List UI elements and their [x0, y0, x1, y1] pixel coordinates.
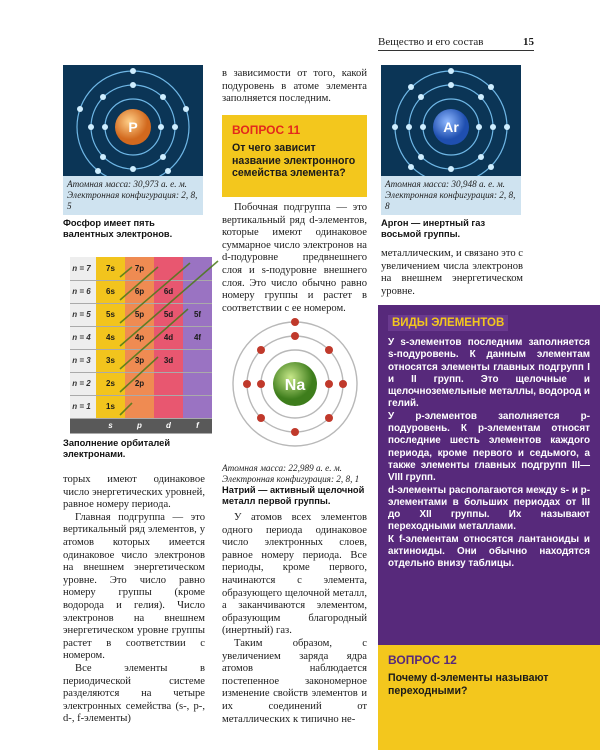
orbital-cell: 6s [96, 280, 125, 303]
phosphorus-caption: Фосфор имеет пять валентных электронов. [63, 218, 173, 240]
argon-mass: Атомная масса: 30,948 а. е. м. [385, 179, 505, 189]
phosphorus-mass: Атомная масса: 30,973 а. е. м. [67, 179, 187, 189]
element-kinds-title: ВИДЫ ЭЛЕМЕНТОВ [388, 315, 508, 331]
orbital-cell: 5s [96, 303, 125, 326]
orbital-cell: 5d [154, 303, 183, 326]
orbital-filling-diagram [70, 257, 212, 434]
col2-paragraph-3: Таким образом, с увеличением заряда ядра атомов наблюдается постепенное закономерное изменение свойств элементов и их соединений от металлических к типично не- [222, 637, 367, 725]
filling-order-arrows [110, 257, 230, 422]
sodium-caption-block [222, 463, 367, 508]
orbital-cell: 5p [125, 303, 154, 326]
orbital-cell: 3p [125, 349, 154, 372]
orbital-cell: 3s [96, 349, 125, 372]
column-2-text [222, 512, 367, 726]
running-header [378, 36, 534, 51]
p-elements-paragraph: У p-элементов заполняется p-подуровень. К p-элементам относят последние шесть элементов каждого периода, кроме первого и седьмого, а также элементы главных подгрупп III—VIII групп. [388, 410, 590, 484]
orbital-cell: 3d [154, 349, 183, 372]
orbital-cell: 5f [183, 303, 212, 326]
col1-paragraph-2: Главная подгруппа — это вертикальный ряд элементов, у атомов которых имеется одинаковое число электронов на внешнем энергетическом уровне. Это число равно номеру группы (кроме водорода и гелия). Число электронов на внешнем энергетическом уровне группы растет в соответствии с номером. [63, 511, 205, 662]
element-kinds-box [378, 305, 600, 645]
period-label: n = 5 [70, 303, 96, 326]
orbital-cell: 2p [125, 372, 154, 395]
sodium-config: Электронная конфигурация: 2, 8, 1 [222, 474, 360, 484]
orbital-cell: 2s [96, 372, 125, 395]
s-elements-paragraph: У s-элементов последним заполняется s-подуровень. К данным элементам относятся элементы главных подгрупп I и II групп. Это щелочные и щелочноземельные металлы, водород и гелий. [388, 337, 590, 410]
col2-top-text: в зависимости от того, какой подуровень в атоме элемента заполняется последним. [222, 68, 367, 105]
phosphorus-atom-figure [63, 65, 203, 215]
orbital-cell: 6p [125, 280, 154, 303]
col1-paragraph-3: Все элементы в периодической системе разделяются на четыре электронных семейства (s-, p-, d-, f-элементы) [63, 662, 205, 725]
page-number: 15 [523, 36, 534, 48]
period-label: n = 2 [70, 372, 96, 395]
question-11-title: ВОПРОС 11 [232, 123, 301, 137]
argon-caption: Аргон — инертный газ восьмой группы. [381, 218, 486, 240]
sodium-atom-figure [225, 312, 365, 462]
sublevel-d-label: d [154, 418, 183, 433]
argon-atom-figure [381, 65, 521, 215]
column-1-text [63, 474, 205, 726]
sublevel-f-label: f [183, 418, 212, 433]
period-label: n = 6 [70, 280, 96, 303]
col1-paragraph-1: торых имеют одинаковое число энергетических уровней, равное номеру периода. [63, 474, 205, 511]
sublevel-p-label: p [125, 418, 154, 433]
orbital-cell: 7p [125, 257, 154, 280]
period-label: n = 3 [70, 349, 96, 372]
f-elements-paragraph: К f-элементам относятся лантаноиды и актиноиды. Они обычно находятся отдельно внизу таблицы. [388, 533, 590, 570]
col2-paragraph-1: Побочная подгруппа — это вертикальный ряд d-элементов, которые имеют одинаковое суммарное число электронов на d-подуровне предвнешнего слоя и s-подуровне внешнего слоя. Это число обычно равно номеру группы и растет в соответствии с ее номером. [222, 202, 367, 314]
argon-config: Электронная конфигурация: 2, 8, 8 [385, 190, 516, 211]
question-11-box [222, 115, 367, 197]
sublevel-s-label: s [96, 418, 125, 433]
sodium-symbol: Na [284, 377, 306, 394]
section-title: Вещество и его состав [378, 36, 484, 48]
period-label: n = 7 [70, 257, 96, 280]
orbital-cell: 4p [125, 326, 154, 349]
orbital-cell: 4f [183, 326, 212, 349]
period-label: n = 4 [70, 326, 96, 349]
orbital-cell: 4d [154, 326, 183, 349]
phosphorus-config: Электронная конфигурация: 2, 8, 5 [67, 190, 198, 211]
question-11-text: От чего зависит название электронного семейства элемента? [232, 142, 356, 179]
orbital-cell: 6d [154, 280, 183, 303]
question-12-text: Почему d-элементы называют переходными? [388, 672, 549, 697]
question-12-title: ВОПРОС 12 [388, 653, 457, 667]
orbital-cell: 1s [96, 395, 125, 418]
argon-symbol: Ar [443, 119, 459, 135]
sodium-atom-diagram [225, 312, 365, 462]
phosphorus-symbol: P [128, 119, 138, 135]
d-elements-paragraph: d-элементы располагаются между s- и p-элементами в больших периодах от III до XII группы. Их называют переходными металлами. [388, 484, 590, 533]
orbital-cell: 7s [96, 257, 125, 280]
col3-paragraph-1: металлическим, и связано это с увеличением числа электронов на внешнем энергетическом уровне. [381, 248, 523, 297]
orbital-cell: 4s [96, 326, 125, 349]
period-label: n = 1 [70, 395, 96, 418]
col2-paragraph-2: У атомов всех элементов одного периода одинаковое число электронных слоев, равное номеру периода. Все периоды, кроме первого, начинаются с элемента, образующего щелочной металл, а заканчиваются элементом, образующим благородный (инертный) газ. [222, 512, 367, 637]
orbital-caption: Заполнение орбиталей электронами. [63, 438, 171, 460]
question-12-box [378, 645, 600, 750]
sodium-mass: Атомная масса: 22,989 а. е. м. [222, 463, 342, 473]
sodium-caption: Натрий — активный щелочной металл первой группы. [222, 485, 365, 507]
